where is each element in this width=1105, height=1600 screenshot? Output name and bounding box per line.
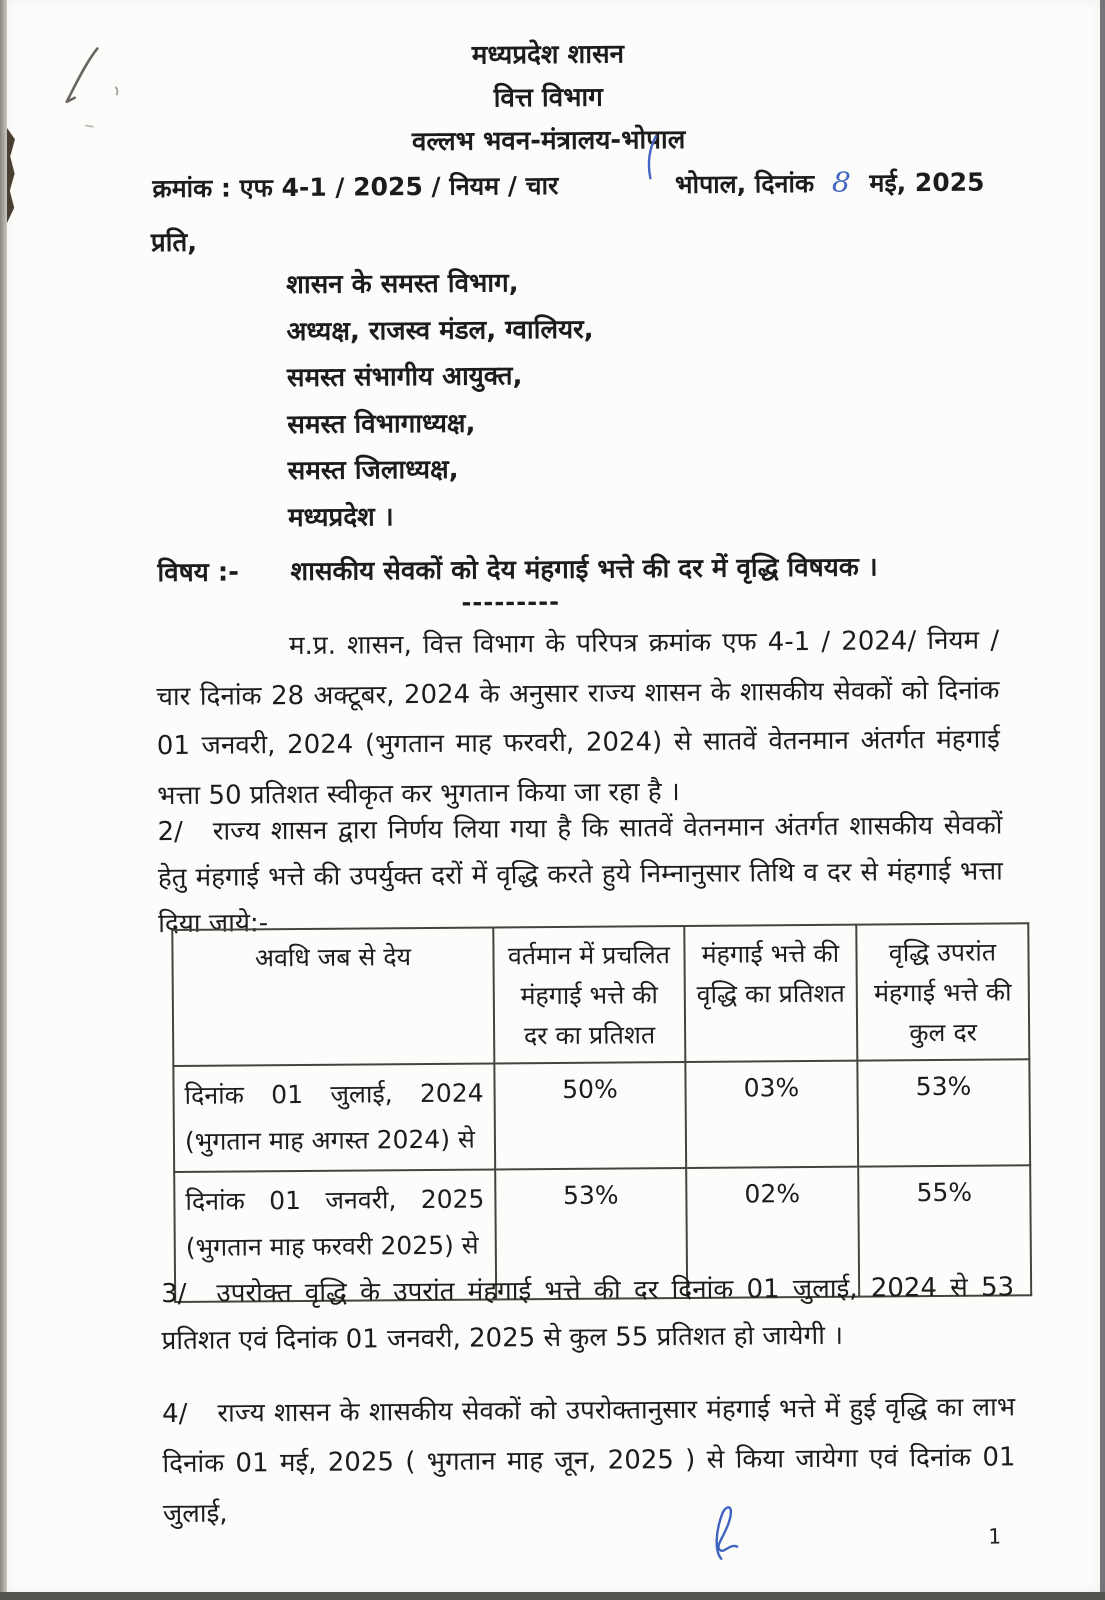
cell-total-rate: 53%	[857, 1059, 1030, 1166]
addressee-label: प्रति,	[150, 227, 198, 259]
cell-period: दिनांक 01 जुलाई, 2024 (भुगतान माह अगस्त 2024) से	[173, 1063, 495, 1172]
table-header-row	[172, 923, 1029, 1066]
paragraph-4-number: 4/	[161, 1398, 188, 1430]
scan-right-edge	[1100, 0, 1105, 1592]
page-number: 1	[987, 1524, 1001, 1549]
paragraph-3-text: उपरोक्त वृद्धि के उपरांत मंहगाई भत्ते की दर दिनांक 01 जुलाई, 2024 से 53 प्रतिशत एवं दिनांक 01 जनवरी, 2025 से कुल 55 प्रतिशत हो जायेगी ।	[161, 1272, 1015, 1357]
pencil-slash-icon	[59, 39, 130, 139]
addressee-list	[286, 260, 595, 541]
handwritten-day: 8	[831, 164, 853, 200]
addressee-item: अध्यक्ष, राजस्व मंडल, ग्वालियर,	[286, 314, 594, 347]
letterhead-address: वल्लभ भवन-मंत्रालय-भोपाल	[411, 124, 686, 158]
addressee-item: समस्त संभागीय आयुक्त,	[286, 361, 523, 394]
addressee-item: शासन के समस्त विभाग,	[286, 268, 519, 301]
scan-bottom-edge	[0, 1592, 1105, 1600]
paragraph-4	[162, 1382, 1016, 1539]
table-header-current-rate: वर्तमान में प्रचलित मंहगाई भत्ते की दर का प्रतिशत	[493, 926, 685, 1063]
table-row	[173, 1059, 1030, 1172]
cell-total-rate: 55%	[858, 1165, 1031, 1296]
addressee-item: मध्यप्रदेश ।	[287, 501, 394, 533]
addressee-item: समस्त विभागाध्यक्ष,	[287, 408, 476, 440]
cell-increase: 02%	[686, 1167, 859, 1298]
table-header-period: अवधि जब से देय	[172, 927, 494, 1066]
table-header-total-rate: वृद्धि उपरांत मंहगाई भत्ते की कुल दर	[856, 923, 1029, 1060]
paragraph-2-text: राज्य शासन द्वारा निर्णय लिया गया है कि सातवें वेतनमान अंतर्गत शासकीय सेवकों हेतु मंहगाई भत्ते की उपर्युक्त दरों में वृद्धि करते हुये निम्नानुसार तिथि व दर से मंहगाई भत्ता दिया जाये:-	[157, 810, 1003, 940]
subject-label: विषय :-	[157, 557, 240, 589]
paragraph-1: म.प्र. शासन, वित्त विभाग के परिपत्र क्रमांक एफ 4-1 / 2024/ नियम / चार दिनांक 28 अक्टूबर, 2024 के अनुसार राज्य शासन के शासकीय सेवकों को दिनांक 01 जनवरी, 2024 (भुगतान माह फरवरी, 2024) से सातवें वेतनमान अंतर्गत मंहगाई भत्ता 50 प्रतिशत स्वीकृत कर भुगतान किया जा रहा है ।	[156, 625, 1000, 811]
letterhead	[7, 30, 1095, 168]
date-rest: मई, 2025	[869, 167, 985, 198]
cell-increase: 03%	[685, 1061, 858, 1168]
paragraph-3	[161, 1264, 1015, 1365]
reference-line	[152, 165, 984, 206]
subject-separator: ---------	[461, 587, 561, 617]
paragraph-4-text: राज्य शासन के शासकीय सेवकों को उपरोक्तानुसार मंहगाई भत्ते में हुई वृद्धि का लाभ दिनांक 01 मई, 2025 ( भुगतान माह जून, 2025 ) से किया जायेगा एवं दिनांक 01 जुलाई,	[162, 1392, 1016, 1530]
letterhead-department: वित्त विभाग	[493, 82, 603, 114]
table-header-increase: मंहगाई भत्ते की वृद्धि का प्रतिशत	[684, 925, 857, 1062]
paragraph-3-number: 3/	[161, 1278, 187, 1310]
document-page	[7, 0, 1100, 1592]
subject-line	[157, 546, 1017, 589]
scanned-content	[7, 0, 1100, 1592]
paragraph-2-number: 2/	[157, 816, 183, 848]
scan-left-edge	[0, 0, 7, 1592]
letterhead-government: मध्यप्रदेश शासन	[471, 39, 625, 71]
cell-current-rate: 50%	[494, 1062, 686, 1169]
cell-period: दिनांक 01 जनवरी, 2025 (भुगतान माह फरवरी 2025) से	[174, 1169, 496, 1302]
signature-icon	[706, 1498, 755, 1570]
cell-current-rate: 53%	[495, 1168, 687, 1299]
addressee-item: समस्त जिलाध्यक्ष,	[287, 454, 459, 487]
place-date-prefix: भोपाल, दिनांक	[674, 168, 815, 200]
da-rate-table	[171, 922, 1032, 1303]
reference-number: क्रमांक : एफ 4-1 / 2025 / नियम / चार	[152, 170, 559, 204]
subject-text: शासकीय सेवकों को देय मंहगाई भत्ते की दर में वृद्धि विषयक ।	[290, 552, 878, 588]
place-and-date	[675, 165, 985, 201]
